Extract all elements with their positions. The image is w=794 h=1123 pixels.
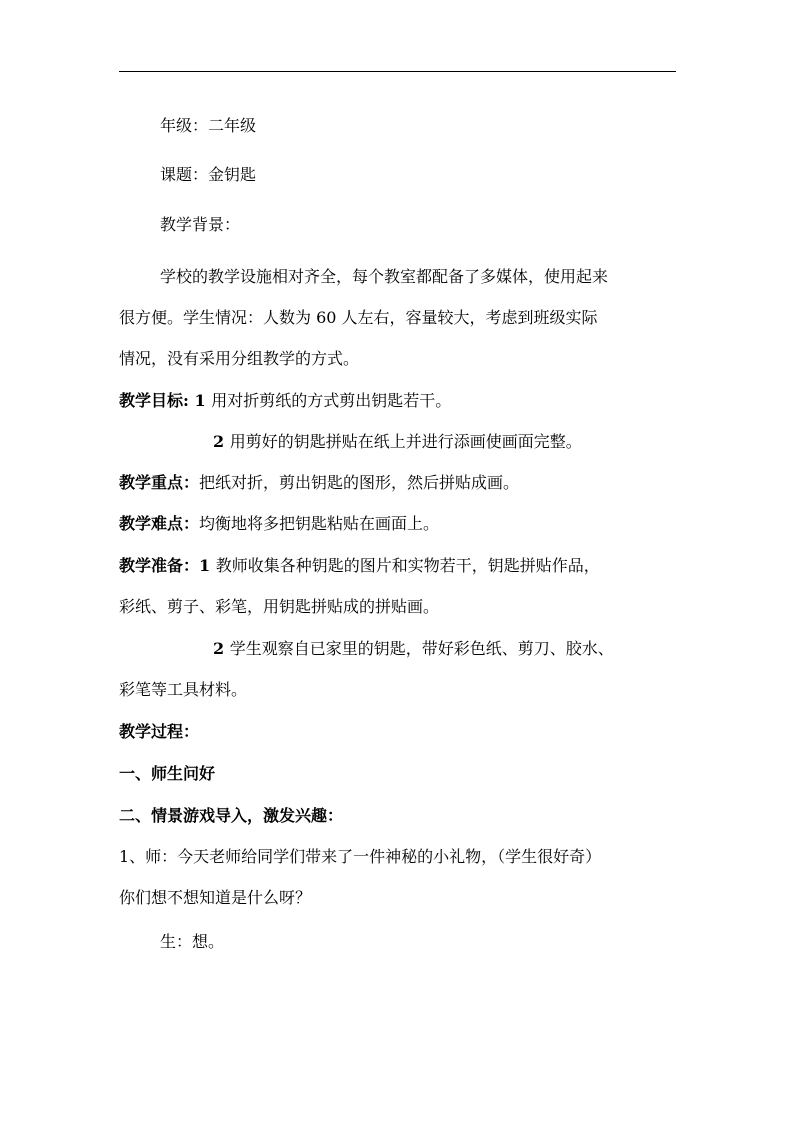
goal-line-1 <box>119 391 679 411</box>
preparation-line-4: 彩笔等工具材料。 <box>119 680 248 699</box>
header-rule <box>119 71 676 72</box>
section-1-heading: 一、师生问好 <box>119 764 216 783</box>
preparation-item1-text: 教师收集各种钥匙的图片和实物若干，钥匙拼贴作品， <box>215 556 600 575</box>
goal-item2-text: 用剪好的钥匙拼贴在纸上并进行添画使画面完整。 <box>229 432 582 451</box>
goal-label: 教学目标: <box>119 391 195 410</box>
topic-line: 课题：金钥匙 <box>160 165 257 184</box>
difficulty-text: 均衡地将多把钥匙粘贴在画面上。 <box>199 514 440 533</box>
process-heading: 教学过程： <box>119 722 200 741</box>
preparation-line-1 <box>119 556 679 576</box>
preparation-label: 教学准备： <box>119 556 200 575</box>
preparation-item1-num: 1 <box>199 556 216 575</box>
goal-item1-num: 1 <box>194 391 212 410</box>
key-point-text: 把纸对折，剪出钥匙的图形，然后拼贴成画。 <box>199 473 520 492</box>
key-point-line <box>119 473 679 493</box>
step1-line-1: 1、师：今天老师给同学们带来了一件神秘的小礼物，（学生很好奇） <box>119 847 602 866</box>
grade-line: 年级：二年级 <box>160 116 257 135</box>
background-line-1: 学校的教学设施相对齐全，每个教室都配备了多媒体，使用起来 <box>160 267 609 286</box>
preparation-line-3 <box>213 639 773 659</box>
goal-item2-num: 2 <box>213 432 230 451</box>
difficulty-line <box>119 514 679 534</box>
section-2-heading: 二、情景游戏导入，激发兴趣： <box>119 806 344 825</box>
goal-item1-text: 用对折剪纸的方式剪出钥匙若干。 <box>211 391 452 410</box>
student-reply: 生：想。 <box>160 932 225 951</box>
difficulty-label: 教学难点： <box>119 514 200 533</box>
key-point-label: 教学重点： <box>119 473 200 492</box>
background-line-3: 情况，没有采用分组教学的方式。 <box>119 349 360 368</box>
background-heading: 教学背景： <box>160 215 241 234</box>
preparation-line-2: 彩纸、剪子、彩笔，用钥匙拼贴成的拼贴画。 <box>119 597 440 616</box>
preparation-item2-text: 学生观察自已家里的钥匙，带好彩色纸、剪刀、胶水、 <box>229 639 614 658</box>
goal-line-2 <box>213 432 773 452</box>
preparation-item2-num: 2 <box>213 639 230 658</box>
background-line-2: 很方便。学生情况：人数为 60 人左右，容量较大，考虑到班级实际 <box>119 308 598 327</box>
step1-line-2: 你们想不想知道是什么呀？ <box>119 888 312 907</box>
